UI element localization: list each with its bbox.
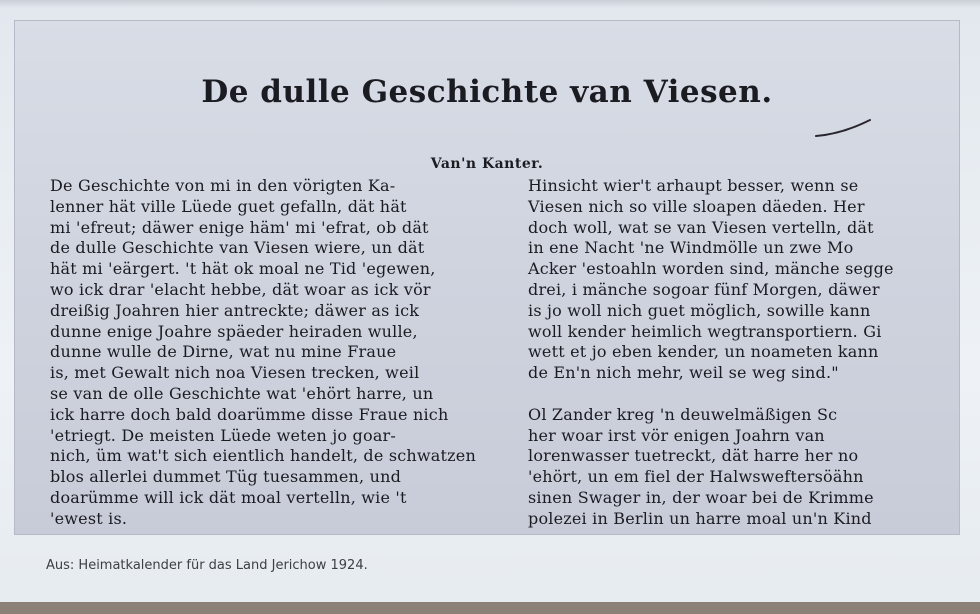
text-line: nich, üm wat't sich eientlich handelt, de schwatzen [50,446,476,466]
text-line: dunne enige Joahre späeder heiraden wulle, [50,321,418,341]
scanned-article [14,20,960,535]
text-line: her woar irst vör enigen Joahrn van [528,425,825,445]
text-line: de En'n nich mehr, weil se weg sind." [528,363,839,383]
text-line: dreißig Joahren hier antreckte; däwer as ick [50,300,420,320]
right-text-column [528,176,958,530]
text-line: 'ehört, un em fiel der Halwsweftersöähn [528,467,864,487]
text-line: doarümme will ick dät moal vertelln, wie 't [50,487,407,507]
text-line: dunne wulle de Dirne, wat nu mine Fraue [50,342,397,362]
screen-bottom-edge [0,602,980,614]
source-caption: Aus: Heimatkalender für das Land Jerichow 1924. [46,558,368,573]
paragraph-gap [528,384,958,405]
text-line: woll kender heimlich wegtransportiern. Gi [528,321,882,341]
text-line: mi 'efreut; däwer enige häm' mi 'efrat, ob dät [50,217,429,237]
text-line: wo ick drar 'elacht hebbe, dät woar as ick vör [50,279,431,299]
text-line: in ene Nacht 'ne Windmölle un zwe Mo [528,238,854,258]
left-text-column [50,176,520,530]
text-line: blos allerlei dummet Tüg tuesammen, und [50,467,402,487]
text-line: lenner hät ville Lüede guet gefalln, dät hät [50,196,407,216]
article-title: De dulle Geschichte van Viesen. [201,74,773,110]
text-line: doch woll, wat se van Viesen vertelln, dät [528,217,874,237]
text-line: lorenwasser tuetreckt, dät harre her no [528,446,859,466]
text-line: is, met Gewalt nich noa Viesen trecken, weil [50,363,420,383]
text-line: Ol Zander kreg 'n deuwelmäßigen Sc [528,404,838,424]
screen-top-edge [0,0,980,8]
pen-mark-swoosh [814,118,874,140]
text-line: de dulle Geschichte van Viesen wiere, un dät [50,238,425,258]
text-line: polezei in Berlin un harre moal un'n Kind [528,508,872,528]
text-line: ick harre doch bald doarümme disse Fraue nich [50,404,449,424]
text-line: 'ewest is. [50,508,128,528]
text-line: wett et jo eben kender, un noameten kann [528,342,879,362]
text-line: drei, i mänche sogoar fünf Morgen, däwer [528,279,880,299]
article-byline: Van'n Kanter. [430,156,544,172]
text-line: 'etriegt. De meisten Lüede weten jo goar- [50,425,397,445]
text-line: is jo woll nich guet möglich, sowille kann [528,300,871,320]
text-line: sinen Swager in, der woar bei de Krimme [528,487,874,507]
text-line: Acker 'estoahln worden sind, mänche segge [528,259,894,279]
text-line: hät mi 'eärgert. 't hät ok moal ne Tid 'egewen, [50,259,436,279]
text-line: se van de olle Geschichte wat 'ehört harre, un [50,383,434,403]
text-line: De Geschichte von mi in den vörigten Ka- [50,176,396,195]
text-line: Viesen nich so ville sloapen däeden. Her [528,196,865,216]
text-line: Hinsicht wier't arhaupt besser, wenn se [528,176,859,195]
